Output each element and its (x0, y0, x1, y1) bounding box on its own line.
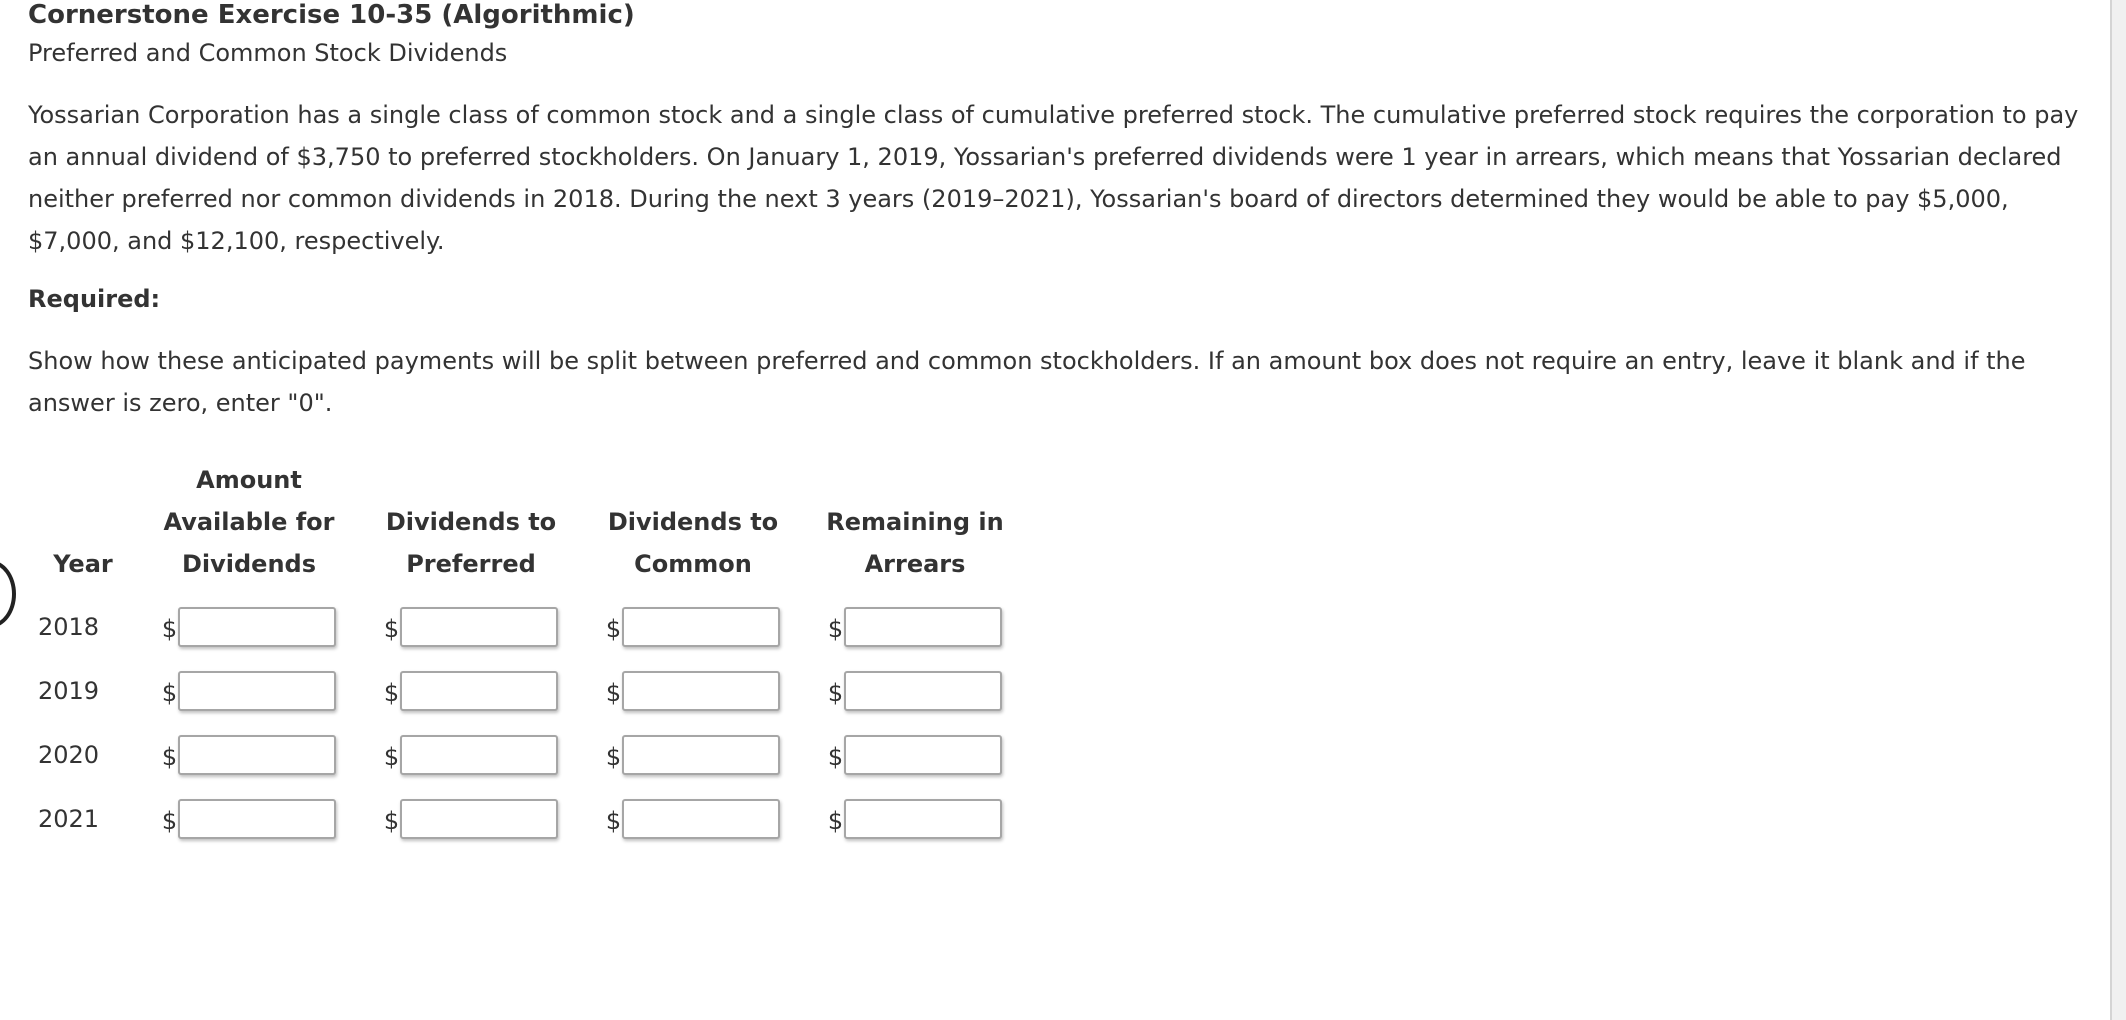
dollar-sign: $ (605, 743, 622, 771)
dollar-sign: $ (383, 743, 400, 771)
preferred-cell (360, 595, 582, 659)
dividends-common-input-2020[interactable] (622, 735, 780, 775)
table-row (28, 659, 1026, 723)
arrears-cell (804, 595, 1026, 659)
dividends-common-input-2019[interactable] (622, 671, 780, 711)
header-year: Year (53, 550, 113, 578)
amount-available-input-2021[interactable] (178, 799, 336, 839)
header-remaining-arrears: Remaining in Arrears (826, 508, 1004, 578)
dividends-preferred-input-2019[interactable] (400, 671, 558, 711)
dollar-sign: $ (383, 807, 400, 835)
dollar-sign: $ (605, 679, 622, 707)
dividends-common-input-2018[interactable] (622, 607, 780, 647)
problem-description: Yossarian Corporation has a single class of common stock and a single class of cumulative preferred stock. The cumulative preferred stock requires the corporation to pay an annual dividend of $3,750 to preferred stockholders. On January 1, 2019, Yossarian's preferred dividends were 1 year in arrears, which means that Yossarian declared neither preferred nor common dividends in 2018. During the next 3 years (2019–2021), Yossarian's board of directors determined they would be able to pay $5,000, $7,000, and $12,100, respectively. (28, 101, 2079, 255)
arrears-cell (804, 723, 1026, 787)
dollar-sign: $ (827, 615, 844, 643)
currency-field (582, 799, 804, 839)
table-row (28, 723, 1026, 787)
problem-content (28, 0, 2098, 424)
currency-field (360, 671, 582, 711)
dollar-sign: $ (827, 743, 844, 771)
currency-field (138, 799, 360, 839)
dollar-sign: $ (605, 807, 622, 835)
amount-available-input-2018[interactable] (178, 607, 336, 647)
table-row (28, 595, 1026, 659)
dollar-sign: $ (161, 679, 178, 707)
currency-field (804, 607, 1026, 647)
dividends-table (28, 459, 1026, 851)
currency-field (582, 671, 804, 711)
currency-field (804, 671, 1026, 711)
currency-field (360, 799, 582, 839)
remaining-arrears-input-2020[interactable] (844, 735, 1002, 775)
dollar-sign: $ (383, 679, 400, 707)
dividends-preferred-input-2020[interactable] (400, 735, 558, 775)
year-cell: 2021 (38, 805, 100, 833)
required-label: Required: (28, 285, 161, 313)
dollar-sign: $ (161, 807, 178, 835)
remaining-arrears-input-2018[interactable] (844, 607, 1002, 647)
dividends-common-input-2021[interactable] (622, 799, 780, 839)
dividends-preferred-input-2018[interactable] (400, 607, 558, 647)
preferred-cell (360, 723, 582, 787)
currency-field (360, 735, 582, 775)
available-cell (138, 723, 360, 787)
dollar-sign: $ (605, 615, 622, 643)
exercise-subtitle: Preferred and Common Stock Dividends (28, 39, 508, 67)
year-cell: 2019 (38, 677, 100, 705)
table-row (28, 787, 1026, 851)
instructions-text: Show how these anticipated payments will be split between preferred and common stockholders. If an amount box does not require an entry, leave it blank and if the answer is zero, enter "0". (28, 347, 2026, 417)
available-cell (138, 659, 360, 723)
header-dividends-common: Dividends to Common (607, 508, 779, 578)
preferred-cell (360, 787, 582, 851)
arrears-cell (804, 659, 1026, 723)
currency-field (360, 607, 582, 647)
dividends-preferred-input-2021[interactable] (400, 799, 558, 839)
remaining-arrears-input-2021[interactable] (844, 799, 1002, 839)
currency-field (138, 607, 360, 647)
currency-field (804, 799, 1026, 839)
exercise-title: Cornerstone Exercise 10-35 (Algorithmic) (28, 0, 635, 30)
dollar-sign: $ (161, 615, 178, 643)
vertical-scrollbar[interactable] (2110, 0, 2126, 1020)
dollar-sign: $ (161, 743, 178, 771)
currency-field (138, 671, 360, 711)
amount-available-input-2020[interactable] (178, 735, 336, 775)
remaining-arrears-input-2019[interactable] (844, 671, 1002, 711)
header-dividends-preferred: Dividends to Preferred (385, 508, 557, 578)
arrears-cell (804, 787, 1026, 851)
header-amount-available: Amount Available for Dividends (163, 466, 335, 578)
currency-field (138, 735, 360, 775)
common-cell (582, 595, 804, 659)
common-cell (582, 787, 804, 851)
dollar-sign: $ (827, 679, 844, 707)
amount-available-input-2019[interactable] (178, 671, 336, 711)
currency-field (582, 607, 804, 647)
preferred-cell (360, 659, 582, 723)
year-cell: 2020 (38, 741, 100, 769)
available-cell (138, 787, 360, 851)
year-cell: 2018 (38, 613, 100, 641)
currency-field (804, 735, 1026, 775)
dollar-sign: $ (827, 807, 844, 835)
common-cell (582, 659, 804, 723)
dollar-sign: $ (383, 615, 400, 643)
partial-circle-icon (0, 560, 16, 628)
common-cell (582, 723, 804, 787)
table-header-row (28, 459, 1026, 595)
available-cell (138, 595, 360, 659)
currency-field (582, 735, 804, 775)
